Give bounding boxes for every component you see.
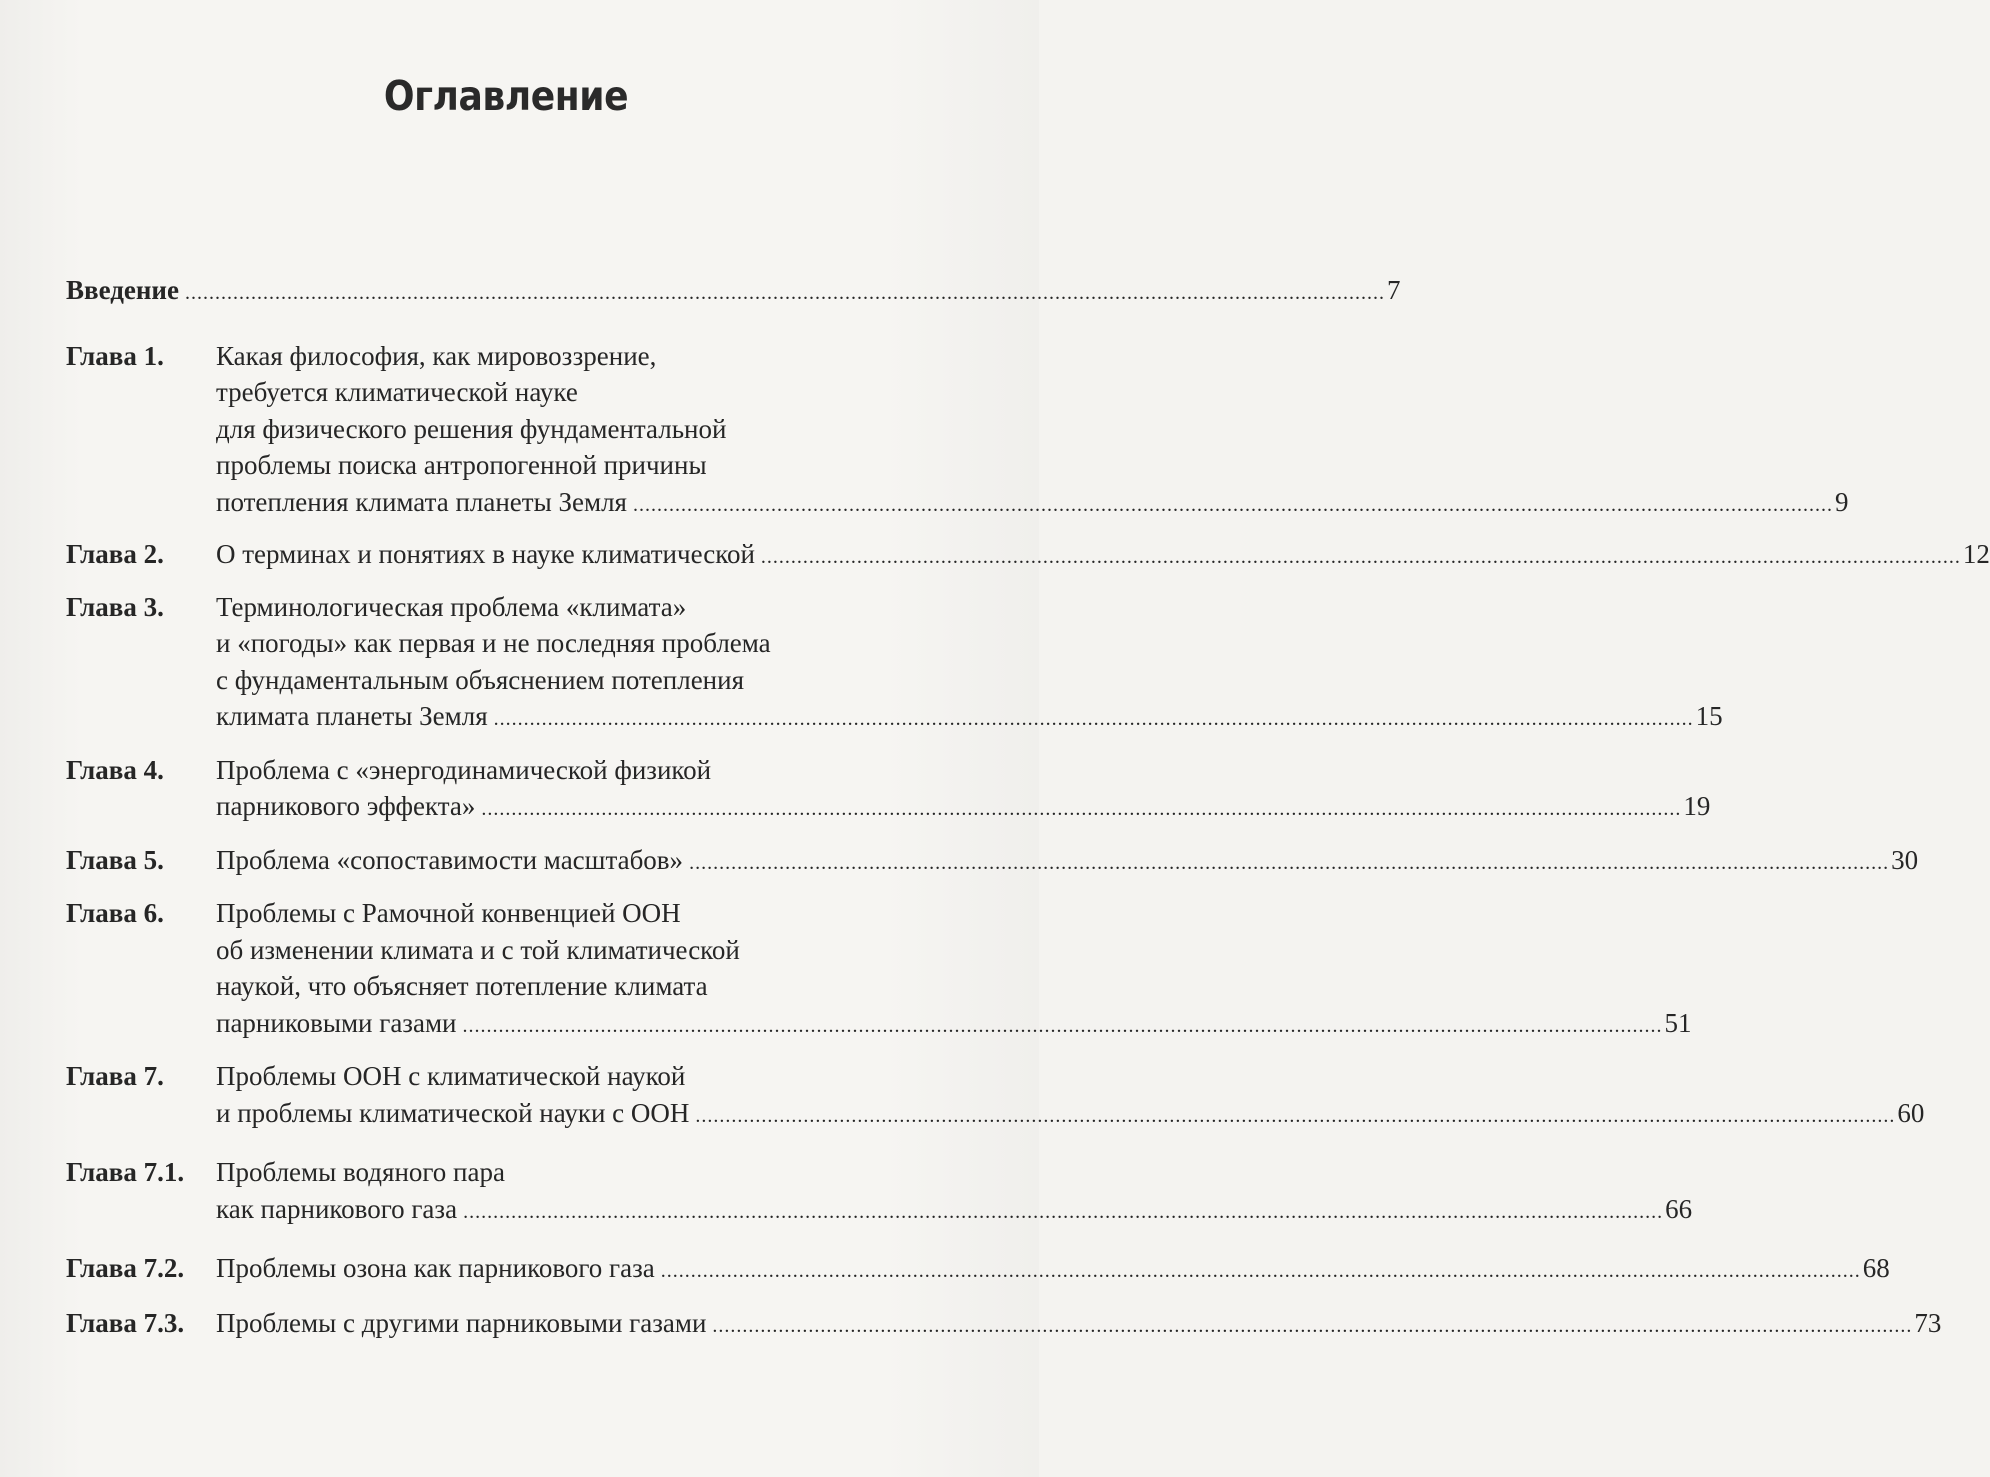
toc-chapter-title	[216, 338, 1849, 524]
toc-entry[interactable]	[66, 842, 1919, 882]
toc-chapter-title	[216, 1250, 1890, 1290]
toc-title-last-line	[216, 536, 1990, 576]
toc-title-line: Какая философия, как мировоззрение,	[216, 340, 657, 371]
toc-intro-label: Введение	[66, 275, 179, 305]
toc-title-line: климата планеты Земля	[216, 701, 488, 731]
toc-page-number: 7	[1386, 275, 1401, 305]
toc-title-line: Проблемы водяного пара	[216, 1157, 505, 1187]
toc-chapter-label: Глава 7.1.	[66, 1157, 185, 1187]
leader-dots: ........................................................................................................................................................................................................	[463, 1200, 1664, 1223]
leader-dots: ........................................................................................................................................................................................................	[695, 1104, 1896, 1127]
toc-title-line: Проблемы с другими парниковыми газами	[216, 1307, 707, 1338]
toc-title-line: О терминах и понятиях в науке климатической	[216, 539, 755, 569]
toc-title-line: как парникового газа	[216, 1193, 458, 1224]
leader-dots: ........................................................................................................................................................................................................	[493, 708, 1694, 730]
toc-chapter-label: Глава 2.	[66, 539, 164, 569]
toc-title-line: Терминологическая проблема «климата»	[216, 591, 687, 622]
toc-page-number: 19	[1683, 791, 1711, 821]
toc-title-last-line	[216, 788, 1711, 828]
toc-chapter-title	[216, 895, 1692, 1044]
toc-title-line: для физического решения фундаментальной	[216, 413, 727, 444]
toc-title-last-line	[216, 1005, 1692, 1045]
toc-chapter-title	[216, 589, 1723, 738]
toc-chapter-list	[66, 338, 1990, 1345]
toc-page-number: 51	[1664, 1007, 1692, 1038]
toc-title-line: с фундаментальным объяснением потепления	[216, 664, 744, 695]
toc-chapter-label: Глава 5.	[66, 844, 164, 875]
toc-title-last-line	[216, 698, 1723, 738]
toc-title-last-line	[216, 484, 1849, 524]
toc-page-number: 12	[1962, 539, 1990, 569]
toc-title-line: парниковыми газами	[216, 1007, 457, 1038]
toc-chapter-label: Глава 4.	[66, 754, 164, 785]
leader-dots: ........................................................................................................................................................................................................	[760, 546, 1961, 568]
page-title: Оглавление	[383, 72, 629, 120]
toc-chapter-title	[216, 752, 1711, 828]
toc-page-number: 15	[1695, 701, 1723, 731]
toc-chapter-label: Глава 7.	[66, 1061, 164, 1091]
toc-title-line: об изменении климата и с той климатической	[216, 934, 740, 965]
leader-dots: ........................................................................................................................................................................................................	[689, 851, 1890, 874]
toc-title-last-line	[216, 1095, 1925, 1135]
table-of-contents	[66, 272, 1990, 1344]
toc-chapter-title	[216, 536, 1990, 576]
toc-chapter-title	[216, 1154, 1693, 1230]
toc-title-line: требуется климатической науке	[216, 377, 578, 407]
toc-page-number: 73	[1914, 1307, 1942, 1338]
toc-chapter-title	[216, 1305, 1942, 1345]
leader-dots: ........................................................................................................................................................................................................	[712, 1314, 1913, 1337]
toc-entry[interactable]	[66, 1305, 1942, 1345]
leader-dots: ........................................................................................................................................................................................................	[481, 798, 1682, 820]
toc-entry[interactable]	[66, 1154, 1693, 1230]
toc-title-line: Проблемы с Рамочной конвенцией ООН	[216, 898, 681, 928]
leader-dots: ........................................................................................................................................................................................................	[632, 493, 1833, 516]
toc-title-line: и «погоды» как первая и не последняя проблема	[216, 628, 771, 658]
toc-entry-intro[interactable]	[66, 272, 1401, 312]
toc-title-last-line	[216, 1305, 1942, 1345]
toc-entry[interactable]	[66, 589, 1723, 738]
toc-chapter-label: Глава 7.3.	[66, 1307, 185, 1338]
toc-title-line: потепления климата планеты Земля	[216, 486, 627, 517]
toc-entry[interactable]	[66, 895, 1692, 1044]
toc-entry[interactable]	[66, 338, 1849, 524]
leader-dots: ........................................................................................................................................................................................................	[462, 1014, 1663, 1037]
toc-entry[interactable]	[66, 536, 1990, 576]
toc-title-line: наукой, что объясняет потепление климата	[216, 971, 708, 1001]
toc-chapter-label: Глава 1.	[66, 340, 164, 371]
toc-title-line: проблемы поиска антропогенной причины	[216, 450, 707, 480]
toc-title-last-line	[216, 842, 1919, 882]
leader-dots: ........................................................................................................................................................................................................	[660, 1260, 1861, 1282]
toc-title-line: Проблемы озона как парникового газа	[216, 1253, 655, 1283]
toc-title-line: и проблемы климатической науки с ООН	[216, 1097, 690, 1128]
toc-page-number: 9	[1834, 486, 1849, 517]
toc-page-number: 60	[1897, 1097, 1925, 1128]
toc-chapter-title	[216, 842, 1919, 882]
toc-page-number: 66	[1665, 1193, 1693, 1224]
toc-title-line: Проблемы ООН с климатической наукой	[216, 1061, 686, 1091]
toc-chapter-label: Глава 7.2.	[66, 1253, 185, 1283]
toc-title-last-line	[216, 1250, 1890, 1290]
leader-dots: ........................................................................................................................................................................................................	[184, 282, 1385, 304]
toc-entry[interactable]	[66, 1250, 1890, 1290]
toc-title-line: Проблема с «энергодинамической физикой	[216, 754, 712, 785]
toc-title-last-line	[216, 1191, 1693, 1231]
toc-entry[interactable]	[66, 1058, 1925, 1134]
toc-page-number: 30	[1891, 844, 1919, 875]
toc-page-number: 68	[1862, 1253, 1890, 1283]
toc-title-line: Проблема «сопоставимости масштабов»	[216, 844, 684, 875]
toc-chapter-label: Глава 3.	[66, 591, 164, 622]
toc-chapter-title	[216, 1058, 1925, 1134]
toc-title-line: парникового эффекта»	[216, 791, 476, 821]
toc-entry[interactable]	[66, 752, 1711, 828]
toc-chapter-label: Глава 6.	[66, 898, 164, 928]
